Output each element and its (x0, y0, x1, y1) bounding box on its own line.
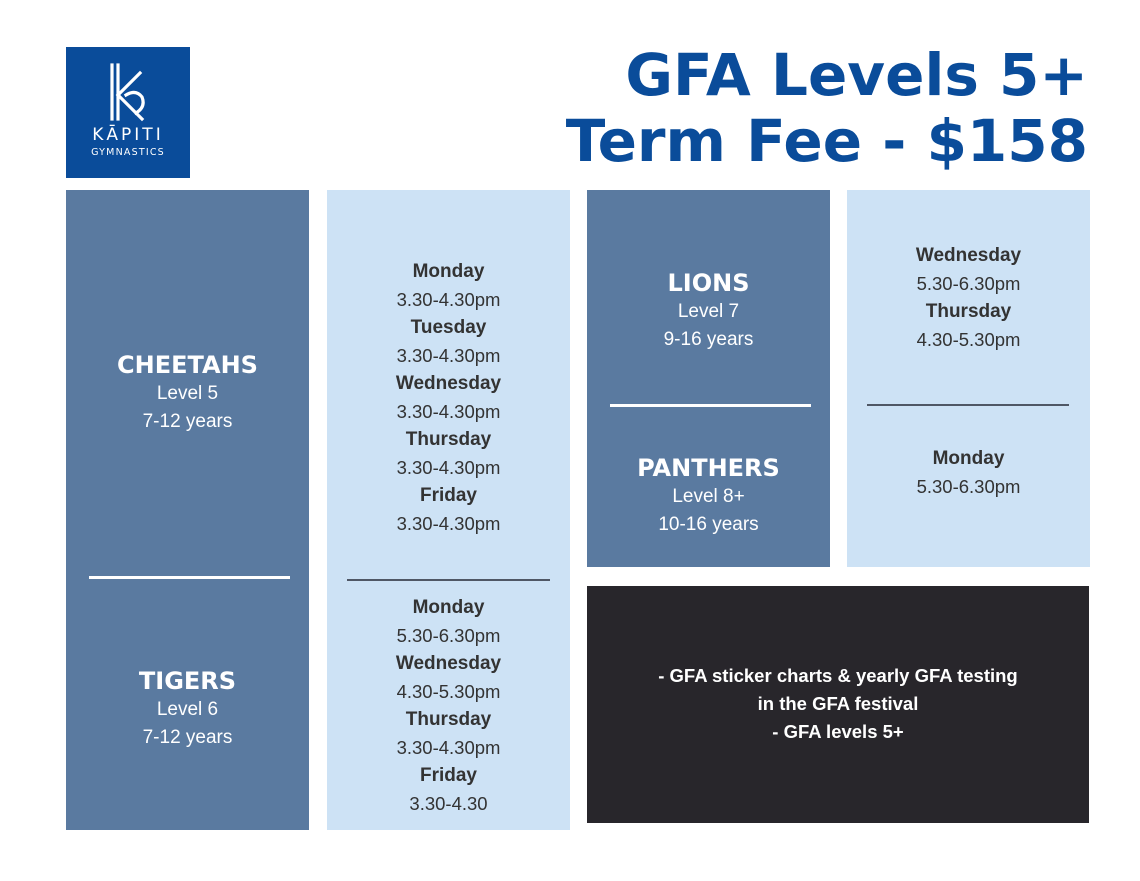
notes-panel (587, 586, 1089, 823)
group-ages: 10-16 years (658, 514, 759, 535)
group-level: Level 5 (156, 383, 219, 404)
group-name: TIGERS (138, 667, 237, 695)
schedule-day: Wednesday (395, 373, 502, 394)
schedule-day: Tuesday (410, 317, 487, 338)
group-ages: 7-12 years (142, 411, 233, 432)
schedule-time: 3.30-4.30pm (396, 457, 501, 478)
schedule-time: 5.30-6.30pm (396, 625, 501, 646)
tigers-schedule (327, 594, 570, 818)
schedule-time: 3.30-4.30pm (396, 737, 501, 758)
group-name: PANTHERS (637, 454, 780, 482)
schedule-day: Monday (412, 597, 485, 618)
group-name: LIONS (667, 269, 750, 297)
page-title-line-1: GFA Levels 5+ (625, 41, 1088, 109)
tigers-group (66, 666, 309, 752)
schedule-day: Wednesday (395, 653, 502, 674)
lions-schedule (847, 242, 1090, 354)
notes-line: - GFA levels 5+ (772, 721, 904, 742)
page-title-line-2: Term Fee - $158 (565, 107, 1088, 175)
schedule-day: Monday (412, 261, 485, 282)
logo-subtitle: GYMNASTICS (91, 147, 165, 158)
schedule-time: 4.30-5.30pm (916, 329, 1021, 350)
schedule-time: 3.30-4.30pm (396, 345, 501, 366)
lions-group (587, 268, 830, 354)
schedule-day: Wednesday (915, 245, 1022, 266)
schedule-day: Friday (419, 485, 478, 506)
divider (867, 404, 1069, 406)
schedule-day: Monday (932, 448, 1005, 469)
kapiti-gymnastics-logo (66, 47, 190, 178)
cheetahs-group (66, 350, 309, 436)
group-ages: 7-12 years (142, 727, 233, 748)
schedule-time: 5.30-6.30pm (916, 273, 1021, 294)
schedule-time: 3.30-4.30pm (396, 289, 501, 310)
lions-panthers-schedule-panel (847, 190, 1090, 567)
logo-wordmark: KĀPITI (92, 125, 164, 145)
panthers-group (587, 453, 830, 539)
group-level: Level 8+ (672, 486, 745, 507)
k-monogram-icon (106, 61, 150, 123)
schedule-time: 3.30-4.30 (409, 793, 488, 814)
notes-text (587, 662, 1089, 746)
divider (347, 579, 550, 581)
lions-panthers-panel (587, 190, 830, 567)
group-ages: 9-16 years (663, 329, 754, 350)
schedule-time: 3.30-4.30pm (396, 401, 501, 422)
cheetahs-tigers-schedule-panel (327, 190, 570, 830)
schedule-day: Thursday (405, 709, 492, 730)
group-name: CHEETAHS (117, 351, 258, 379)
notes-line: - GFA sticker charts & yearly GFA testing (658, 665, 1018, 686)
notes-line: in the GFA festival (757, 693, 919, 714)
divider (89, 576, 290, 579)
cheetahs-tigers-panel (66, 190, 309, 830)
schedule-time: 5.30-6.30pm (916, 476, 1021, 497)
divider (610, 404, 811, 407)
group-level: Level 6 (156, 699, 219, 720)
group-level: Level 7 (677, 301, 740, 322)
schedule-day: Thursday (405, 429, 492, 450)
schedule-day: Thursday (925, 301, 1012, 322)
cheetahs-schedule (327, 258, 570, 538)
panthers-schedule (847, 445, 1090, 501)
schedule-time: 4.30-5.30pm (396, 681, 501, 702)
schedule-time: 3.30-4.30pm (396, 513, 501, 534)
schedule-day: Friday (419, 765, 478, 786)
